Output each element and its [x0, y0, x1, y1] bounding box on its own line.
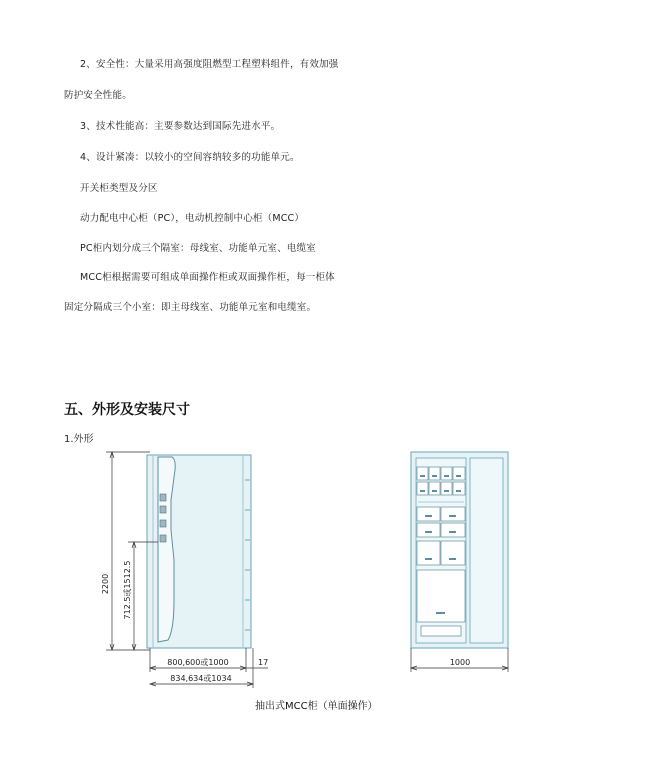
- section-subtitle: 1.外形: [64, 434, 94, 445]
- paragraph-9: 固定分隔成三个小室：即主母线室、功能单元室和电缆室。: [64, 302, 317, 313]
- paragraph-1: 2、安全性：大量采用高强度阻燃型工程塑料组件，有效加强: [80, 59, 339, 70]
- side-view-cabinet: [147, 455, 251, 648]
- figure-caption: 抽出式MCC柜（单面操作）: [255, 701, 378, 712]
- paragraph-3: 3、技术性能高：主要参数达到国际先进水平。: [80, 121, 281, 132]
- dim-side: 17: [258, 658, 269, 667]
- paragraph-6: 动力配电中心柜（PC），电动机控制中心柜（MCC）: [80, 213, 305, 224]
- dim-front-width: 1000: [449, 658, 471, 667]
- paragraph-4: 4、设计紧凑：以较小的空间容纳较多的功能单元。: [80, 152, 300, 163]
- dim-height-total: 2200: [101, 573, 110, 595]
- front-view-cabinet: [411, 452, 508, 648]
- paragraph-8: MCC柜根据需要可组成单面操作柜或双面操作柜，每一柜体: [80, 272, 335, 283]
- dim-height-inner: 712.5或1512.5: [123, 560, 132, 620]
- dim-width-outer: 834,634或1034: [170, 674, 232, 683]
- paragraph-7: PC柜内划分成三个隔室：母线室、功能单元室、电缆室: [80, 243, 316, 254]
- paragraph-5: 开关柜类型及分区: [80, 183, 158, 194]
- section-title: 五、外形及安装尺寸: [64, 402, 190, 418]
- dim-width-inner: 800,600或1000: [167, 658, 229, 667]
- paragraph-2: 防护安全性能。: [64, 90, 132, 101]
